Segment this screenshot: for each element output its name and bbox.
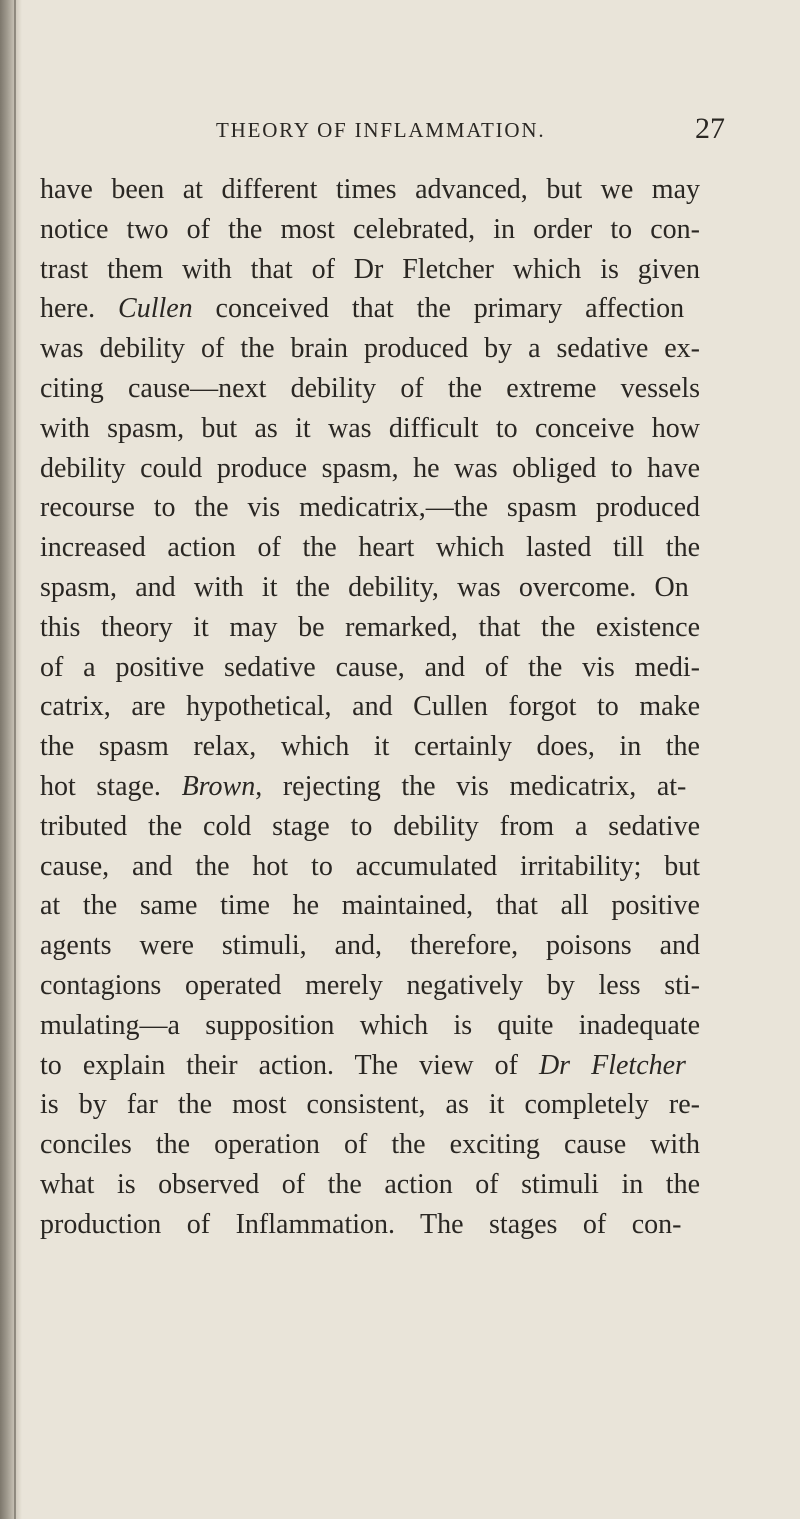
text-line: contagions operated merely negatively by less sti- [40,969,700,1001]
text-line: cause, and the hot to accumulated irritability; but [40,850,700,882]
text-line: here. Cullen conceived that the primary affection [40,293,685,325]
text-line: agents were stimuli, and, therefore, poisons and [40,930,700,962]
text-line: tributed the cold stage to debility from a sedative [40,810,700,842]
text-line: hot stage. Brown, rejecting the vis medicatrix, at- [40,770,687,802]
text-line: have been at different times advanced, but we may [40,174,700,205]
text-line: increased action of the heart which lasted till the [40,532,700,564]
text-line: to explain their action. The view of Dr Fletcher [40,1049,686,1081]
text-line: recourse to the vis medicatrix,—the spasm produced [40,492,700,524]
book-page [40,0,760,1519]
binding-edge [14,0,16,1519]
text-line: production of Inflammation. The stages of con- [40,1208,682,1240]
text-line: mulating—a supposition which is quite inadequate [40,1009,700,1041]
italic-name: Cullen [118,293,193,325]
text-line: debility could produce spasm, he was obliged to have [40,452,700,484]
italic-name: Dr Fletcher [538,1049,686,1081]
text-line: notice two of the most celebrated, in order to con- [40,213,700,245]
text-line: conciles the operation of the exciting cause with [40,1129,700,1161]
book-gutter-shadow [0,0,22,1519]
running-head: THEORY OF INFLAMMATION. [216,118,546,142]
text-line: the spasm relax, which it certainly does, in the [40,731,700,763]
text-line: trast them with that of Dr Fletcher which is given [40,253,700,285]
text-line: what is observed of the action of stimuli in the [40,1168,700,1200]
text-line: with spasm, but as it was difficult to conceive how [40,412,700,444]
text-line: citing cause—next debility of the extreme vessels [40,372,700,404]
text-line: of a positive sedative cause, and of the vis medi- [40,651,700,683]
text-line: at the same time he maintained, that all positive [40,890,700,922]
italic-name: Brown [181,770,256,802]
text-line: was debility of the brain produced by a sedative ex- [40,333,700,365]
body-text [40,170,760,1245]
text-line: this theory it may be remarked, that the existence [40,611,700,643]
page-header [40,112,760,145]
text-line: catrix, are hypothetical, and Cullen forgot to make [40,691,700,723]
text-line: is by far the most consistent, as it completely re- [40,1089,700,1121]
text-line: spasm, and with it the debility, was overcome. On [40,571,689,603]
page-number: 27 [695,112,725,145]
